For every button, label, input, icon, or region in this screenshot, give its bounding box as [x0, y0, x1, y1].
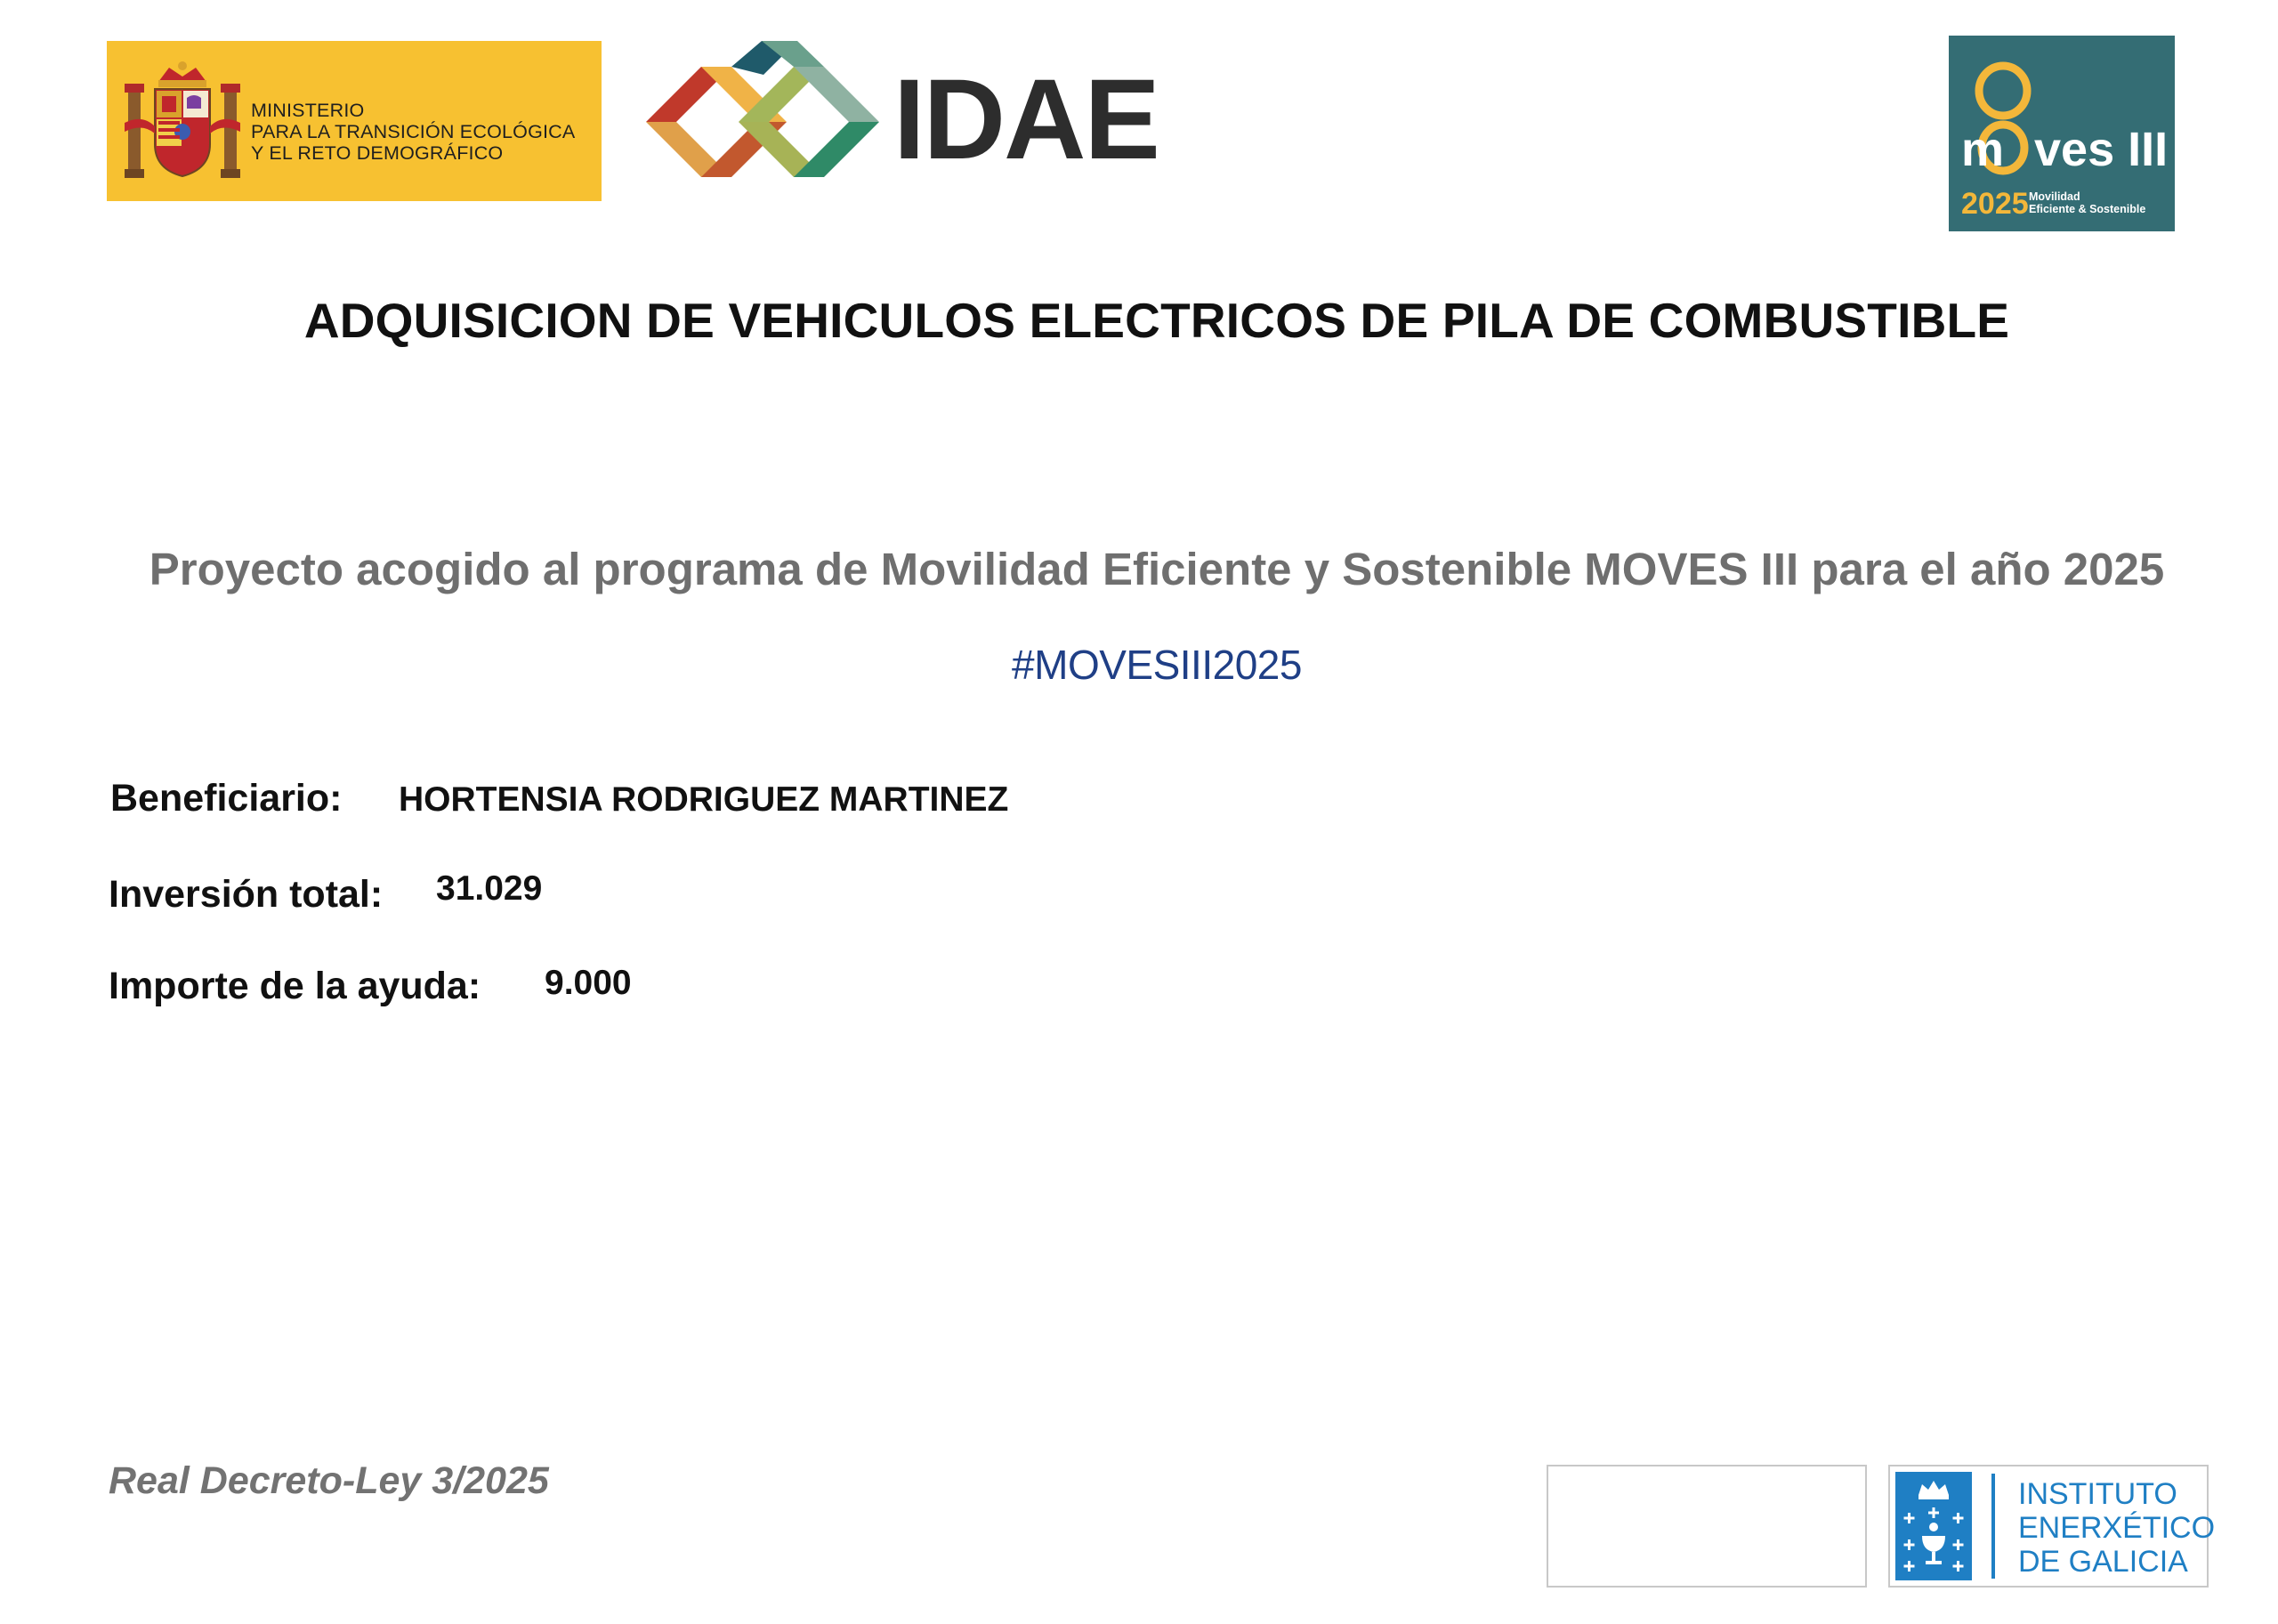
ministerio-line: MINISTERIO [251, 100, 365, 121]
ministerio-line: PARA LA TRANSICIÓN ECOLÓGICA [251, 121, 576, 142]
inega-text [2018, 1477, 2215, 1579]
moves-subtitle-line: Eficiente & Sostenible [2029, 203, 2146, 215]
program-description: Proyecto acogido al programa de Movilidad Eficiente y Sostenible MOVES III para el año 2025 [149, 544, 2165, 594]
ministerio-line: Y EL RETO DEMOGRÁFICO [251, 142, 504, 164]
blank-logo-box [1547, 1465, 1867, 1588]
moves-subtitle [2029, 190, 2145, 215]
inega-line: INSTITUTO [2018, 1477, 2177, 1511]
inversion-value: 31.029 [436, 869, 543, 908]
moves-word [1961, 123, 2168, 176]
moves-word-suffix: ves III [2034, 123, 2169, 176]
moves-subtitle-line: Movilidad [2029, 190, 2080, 203]
importe-value: 9.000 [545, 964, 632, 1002]
importe-label: Importe de la ayuda: [109, 965, 481, 1007]
beneficiario-label: Beneficiario: [110, 777, 343, 820]
hashtag: #MOVESIII2025 [1012, 642, 1302, 688]
inega-line: ENERXÉTICO [2018, 1511, 2216, 1545]
inversion-label: Inversión total: [109, 873, 384, 916]
moves-year: 2025 [1961, 187, 2029, 221]
ministerio-text [251, 100, 575, 164]
decree-reference: Real Decreto-Ley 3/2025 [109, 1459, 549, 1502]
idae-logo-icon [646, 41, 879, 203]
page-title: ADQUISICION DE VEHICULOS ELECTRICOS DE PILA DE COMBUSTIBLE [303, 293, 2010, 348]
moves-logo [1949, 36, 2175, 231]
inega-logo [1888, 1465, 2216, 1588]
inega-divider [1991, 1474, 1995, 1579]
beneficiario-value: HORTENSIA RODRIGUEZ MARTINEZ [399, 780, 1009, 819]
idae-wordmark: IDAE [893, 56, 1159, 183]
coat-of-arms-icon [125, 59, 240, 183]
ministerio-logo [107, 41, 602, 201]
galicia-shield-icon [1895, 1472, 1972, 1580]
moves-word-prefix: m [1961, 123, 2005, 176]
inega-line: DE GALICIA [2018, 1545, 2188, 1579]
